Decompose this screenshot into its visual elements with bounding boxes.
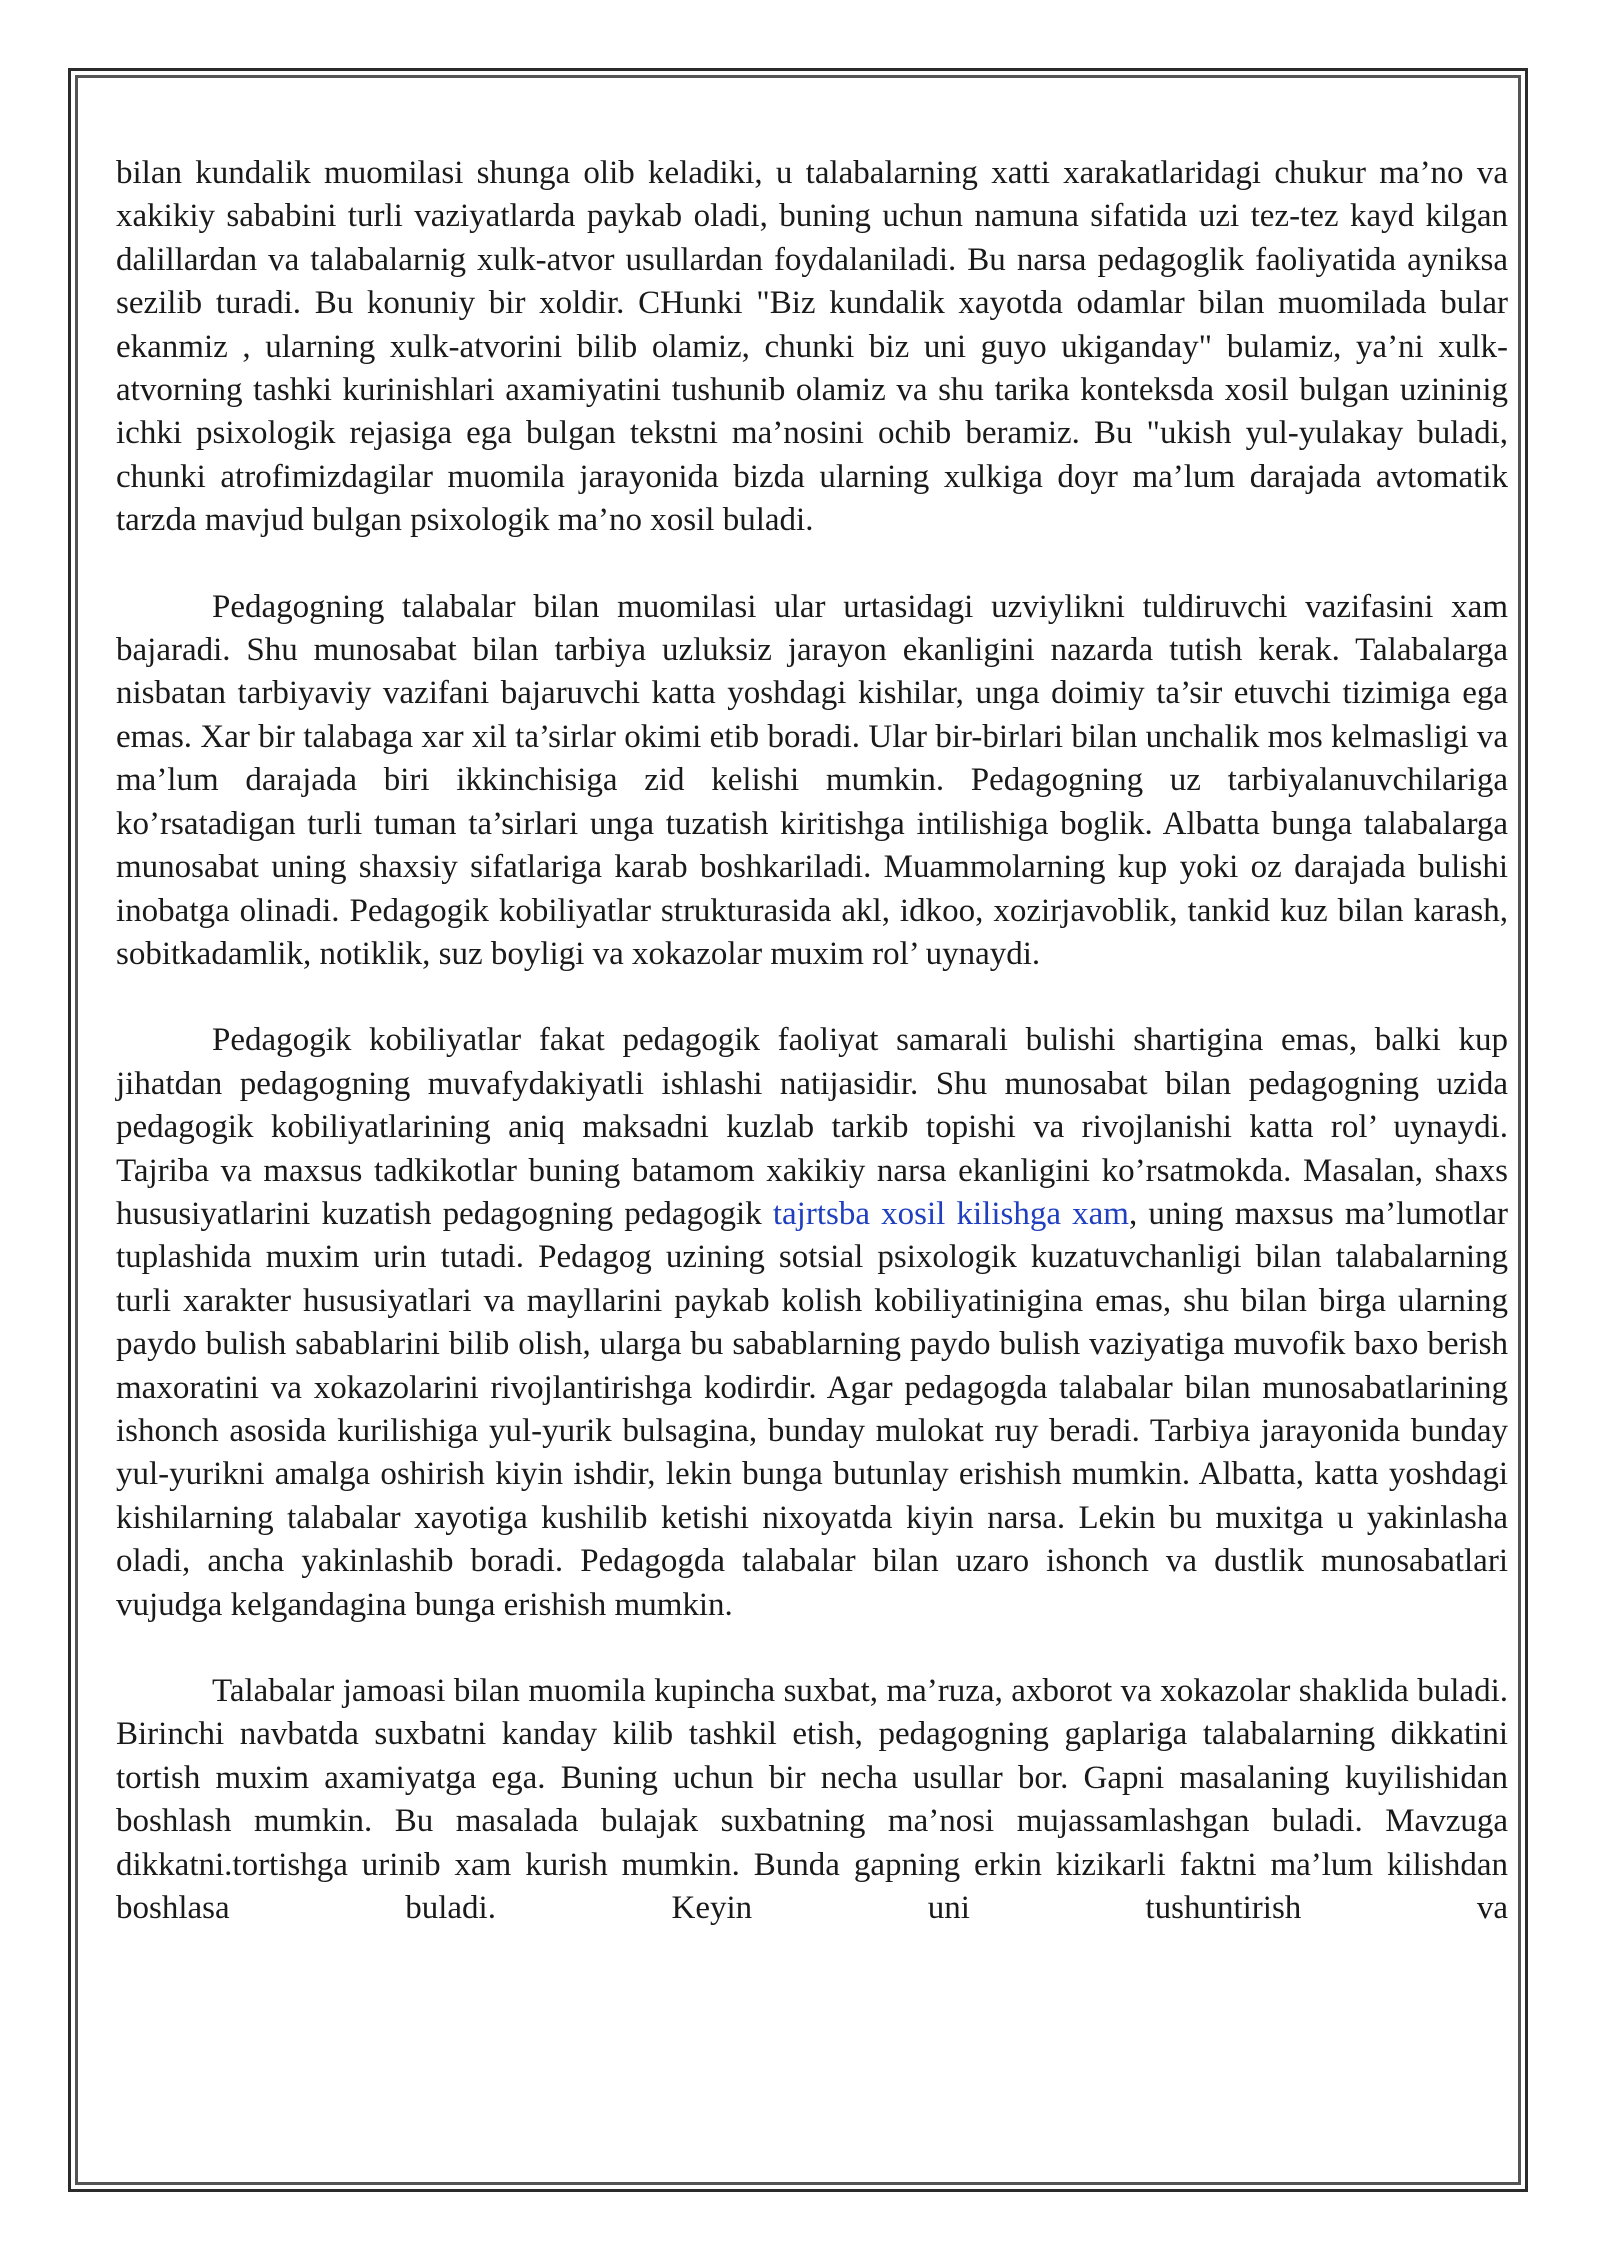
paragraph-4-text: Talabalar jamoasi bilan muomila kupincha suxbat, ma’ruza, axborot va xokazolar shaklida buladi. Birinchi navbatda suxbatni kanday kilib tashkil etish, pedagogning gaplariga talabalarning dikkatini tortish muxim axamiyatga ega. Buning uchun bir necha usullar bor. Gapni masalaning kuyilishidan boshlash mumkin. Bu masalada bulajak suxbatning ma’nosi mujassamlashgan buladi. Mavzuga dikkatni.tortishga urinib xam kurish mumkin. Bunda gapning erkin kizikarli faktni ma’lum kilishdan boshlasa buladi. Keyin uni tushuntirish va xyxy=(116,1673,1508,1927)
paragraph-3-text-end: , uning maxsus ma’lumotlar tuplashida muxim urin tutadi. Pedagog uzining sotsial psixologik kuzatuvchanligi bilan talabalarning turli xarakter hususiyatlari va mayllarini paykab kolish kobiliyatinigina emas, shu bilan birga ularning paydo bulish sabablarini bilib olish, ularga bu sabablarning paydo bulish vaziyatiga muvofik baxo berish maxoratini va xokazolarini rivojlantirishga kodirdir. Agar pedagogda talabalar bilan munosabatlarining ishonch asosida kurilishiga yul-yurik bulsagina, bunday mulokat ruy beradi. Tarbiya jarayonida bunday yul-yurikni amalga oshirish kiyin ishdir, lekin bunga butunlay erishish mumkin. Albatta, katta yoshdagi kishilarning talabalar xayotiga kushilib ketishi nixoyatda kiyin narsa. Lekin bu muxitga u yakinlasha oladi, ancha yakinlashib boradi. Pedagogda talabalar bilan uzaro ishonch va dustlik munosabatlari vujudga kelgandagina bunga erishish mumkin. xyxy=(116,1195,1508,1623)
paragraph-4 xyxy=(116,1670,1508,1930)
paragraph-1 xyxy=(116,152,1508,543)
highlighted-phrase: tajrtsba xosil kilishga xam xyxy=(772,1195,1129,1232)
paragraph-2 xyxy=(116,586,1508,977)
paragraph-3-text-start: Pedagogik kobiliyatlar fakat pedagogik faoliyat samarali bulishi shartigina emas, balki kup jihatdan pedagogning muvafydakiyatli ishlashi natijasidir. Shu munosabat bilan pedagogning uzida pedagogik kobiliyatlarining aniq maksadni kuzlab tarkib topishi va rivojlanishi katta rol’ uynaydi. Tajriba va maxsus tadkikotlar buning batamom xakikiy narsa ekanligini ko’rsatmokda. Masalan, shaxs hususiyatlarini kuzatish pedagogning pedagogik xyxy=(116,1022,1508,1232)
paragraph-3 xyxy=(116,1019,1508,1627)
document-body xyxy=(116,152,1508,1973)
paragraph-2-text: Pedagogning talabalar bilan muomilasi ular urtasidagi uzviylikni tuldiruvchi vazifasini xam bajaradi. Shu munosabat bilan tarbiya uzluksiz jarayon ekanligini nazarda tutish kerak. Talabalarga nisbatan tarbiyaviy vazifani bajaruvchi katta yoshdagi kishilar, unga doimiy ta’sir etuvchi tizimiga ega emas. Xar bir talabaga xar xil ta’sirlar okimi etib boradi. Ular bir-birlari bilan unchalik mos kelmasligi va ma’lum darajada biri ikkinchisiga zid kelishi mumkin. Pedagogning uz tarbiyalanuvchilariga ko’rsatadigan turli tuman ta’sirlari unga tuzatish kiritishga intilishiga boglik. Albatta bunga talabalarga munosabat uning shaxsiy sifatlariga karab boshkariladi. Muammolarning kup yoki oz darajada bulishi inobatga olinadi. Pedagogik kobiliyatlar strukturasida akl, idkoo, xozirjavoblik, tankid kuz bilan karash, sobitkadamlik, notiklik, suz boyligi va xokazolar muxim rol’ uynaydi. xyxy=(116,588,1508,972)
paragraph-1-text: bilan kundalik muomilasi shunga olib keladiki, u talabalarning xatti xarakatlaridagi chukur ma’no va xakikiy sababini turli vaziyatlarda paykab oladi, buning uchun namuna sifatida uzi tez-tez kayd kilgan dalillardan va talabalarnig xulk-atvor usullardan foydalaniladi. Bu narsa pedagoglik faoliyatida ayniksa sezilib turadi. Bu konuniy bir xoldir. CHunki "Biz kundalik xayotda odamlar bilan muomilada bular ekanmiz , ularning xulk-atvorini bilib olamiz, chunki biz uni guyo ukiganday" bulamiz, ya’ni xulk-atvorning tashki kurinishlari axamiyatini tushunib olamiz va shu tarika konteksda xosil bulgan uzininig ichki psixologik rejasiga ega bulgan tekstni ma’nosini ochib beramiz. Bu "ukish yul-yulakay buladi, chunki atrofimizdagilar muomila jarayonida bizda ularning xulkiga doyr ma’lum darajada avtomatik tarzda mavjud bulgan psixologik ma’no xosil buladi. xyxy=(116,155,1508,539)
